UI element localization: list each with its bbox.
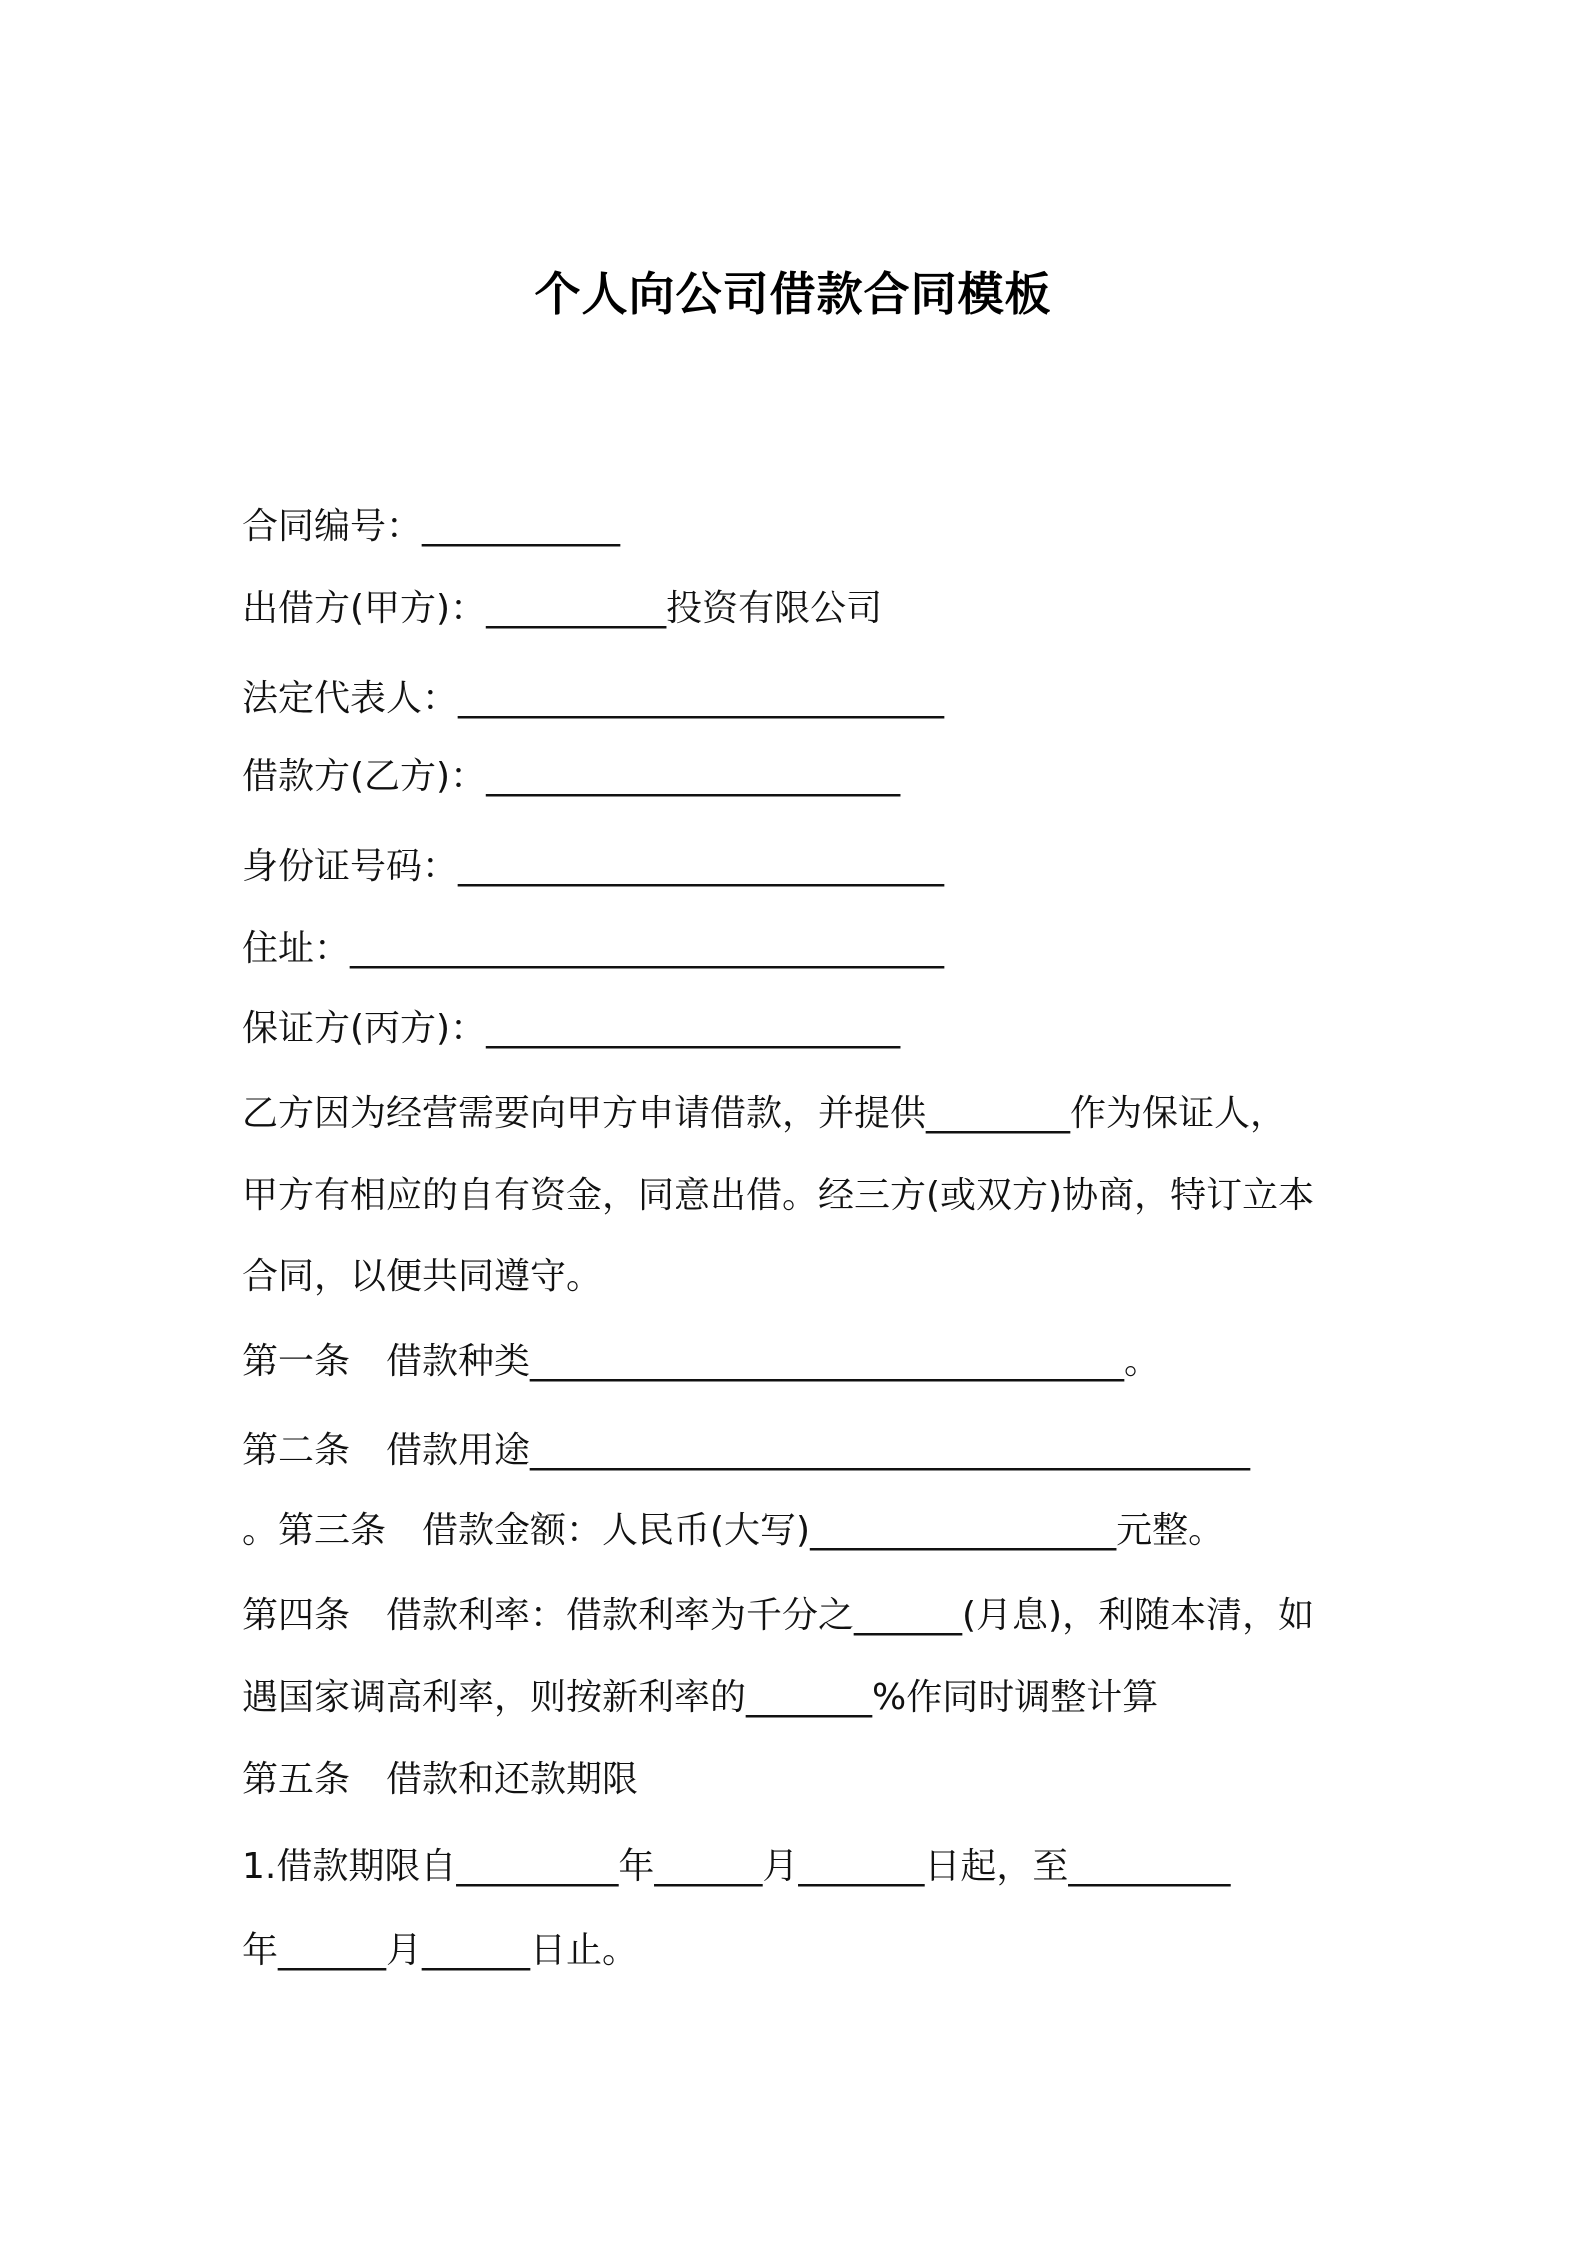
document-title: 个人向公司借款合同模板: [534, 267, 1052, 321]
article-4-interest-line-2: 遇国家调高利率，则按新利率的_______%作同时调整计算: [242, 1677, 1159, 1718]
contract-number-line: 合同编号：___________: [242, 506, 621, 547]
preamble-line-3: 合同，以便共同遵守。: [242, 1256, 603, 1297]
loan-term-line-2: 年______月______日止。: [242, 1930, 639, 1971]
preamble-line-1: 乙方因为经营需要向甲方申请借款，并提供________作为保证人，: [242, 1093, 1287, 1134]
legal-representative-line: 法定代表人：___________________________: [242, 678, 945, 719]
preamble-line-2: 甲方有相应的自有资金，同意出借。经三方(或双方)协商，特订立本: [242, 1175, 1315, 1216]
id-number-line: 身份证号码：___________________________: [242, 846, 945, 887]
article-3-loan-amount: 。第三条 借款金额：人民币(大写)_________________元整。: [242, 1510, 1225, 1551]
lender-party-a-line: 出借方(甲方)：__________投资有限公司: [242, 588, 883, 629]
guarantor-party-c-line: 保证方(丙方)：_______________________: [242, 1008, 901, 1049]
article-4-interest-line-1: 第四条 借款利率：借款利率为千分之______(月息)，利随本清，如: [242, 1595, 1315, 1636]
article-2-loan-purpose: 第二条 借款用途________________________________________: [242, 1430, 1251, 1471]
loan-term-line-1: 1.借款期限自_________年______月_______日起，至_________: [242, 1846, 1231, 1887]
address-line: 住址：_________________________________: [242, 928, 945, 969]
article-5-heading: 第五条 借款和还款期限: [242, 1759, 639, 1800]
borrower-party-b-line: 借款方(乙方)：_______________________: [242, 756, 901, 797]
article-1-loan-type: 第一条 借款种类_________________________________。: [242, 1341, 1161, 1382]
